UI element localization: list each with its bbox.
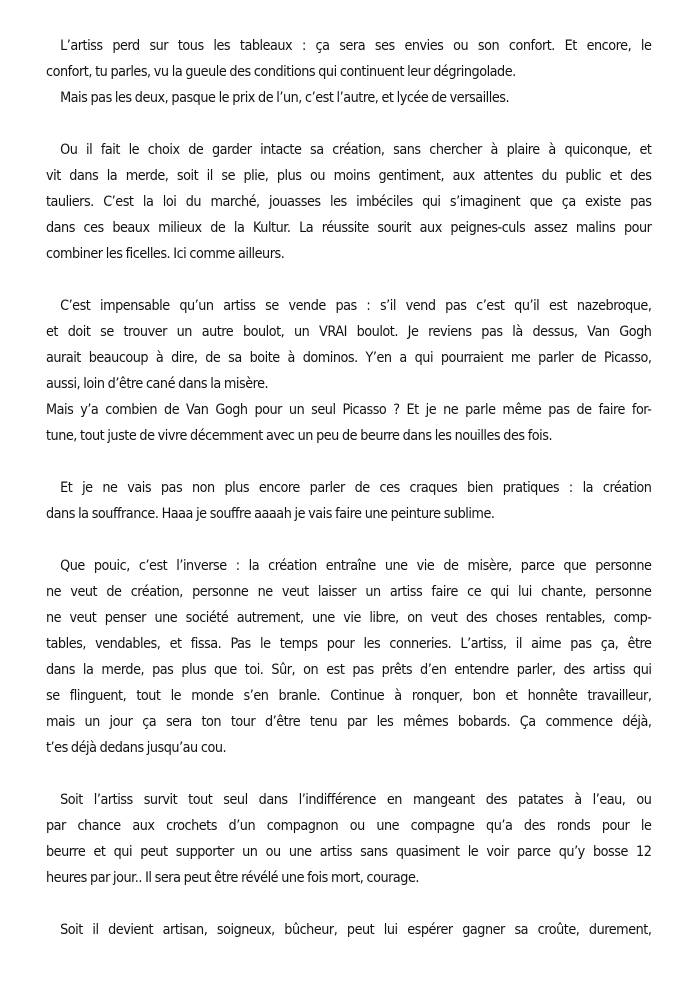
- text-line: C’est impensable qu’un artiss se vende pas : s’il vend pas c’est qu’il est nazebroque,: [60, 297, 652, 314]
- text-line: et doit se trouver un autre boulot, un VRAI boulot. Je reviens pas là dessus, Van Gogh: [46, 323, 652, 340]
- text-line: mais un jour ça sera ton tour d’être tenu par les mêmes bobards. Ça commence déjà,: [46, 713, 652, 730]
- text-line: Mais y’a combien de Van Gogh pour un seul Picasso ? Et je ne parle même pas de faire for-: [46, 401, 652, 418]
- text-line: dans la merde, pas plus que toi. Sûr, on est pas prêts d’en entendre parler, des artiss qui: [46, 661, 652, 678]
- text-line: L’artiss perd sur tous les tableaux : ça sera ses envies ou son confort. Et encore, le: [60, 37, 652, 54]
- text-line: tauliers. C’est la loi du marché, jouasses les imbéciles qui s’imaginent que ça existe pas: [46, 193, 652, 210]
- text-line: combiner les ficelles. Ici comme ailleurs.: [46, 245, 285, 262]
- text-line: aussi, loin d’être cané dans la misère.: [46, 375, 269, 392]
- text-line: dans la souffrance. Haaa je souffre aaaah je vais faire une peinture sublime.: [46, 505, 495, 522]
- text-line: se flinguent, tout le monde s’en branle. Continue à ronquer, bon et honnête travailleur,: [46, 687, 652, 704]
- text-line: ne veut penser une société autrement, une vie libre, on veut des choses rentables, comp-: [46, 609, 652, 626]
- text-line: Que pouic, c’est l’inverse : la création entraîne une vie de misère, parce que personne: [60, 557, 652, 574]
- paragraph: [46, 787, 651, 891]
- document-body: [46, 33, 651, 943]
- text-line: par chance aux crochets d’un compagnon ou une compagne qu’a des ronds pour le: [46, 817, 652, 834]
- text-line: Ou il fait le choix de garder intacte sa création, sans chercher à plaire à quiconque, et: [60, 141, 652, 158]
- paragraph: [46, 917, 651, 943]
- text-line: dans ces beaux milieux de la Kultur. La réussite sourit aux peignes-culs assez malins pour: [46, 219, 652, 236]
- paragraph: [46, 293, 651, 449]
- text-line: beurre et qui peut supporter un ou une artiss sans quasiment le voir parce qu’y bosse 12: [46, 843, 652, 860]
- text-line: confort, tu parles, vu la gueule des conditions qui continuent leur dégringolade.: [46, 63, 516, 80]
- text-line: ne veut de création, personne ne veut laisser un artiss faire ce qui lui chante, personne: [46, 583, 652, 600]
- text-line: t’es déjà dedans jusqu’au cou.: [46, 739, 227, 756]
- text-line: heures par jour.. Il sera peut être révélé une fois mort, courage.: [46, 869, 419, 886]
- paragraph: [46, 33, 651, 111]
- paragraph: [46, 553, 651, 761]
- paragraph: [46, 475, 651, 527]
- text-line: Et je ne vais pas non plus encore parler de ces craques bien pratiques : la création: [60, 479, 652, 496]
- text-line: Soit l’artiss survit tout seul dans l’indifférence en mangeant des patates à l’eau, ou: [60, 791, 652, 808]
- text-line: tune, tout juste de vivre décemment avec un peu de beurre dans les nouilles des fois.: [46, 427, 553, 444]
- text-line: Mais pas les deux, pasque le prix de l’un, c’est l’autre, et lycée de versailles.: [60, 89, 510, 106]
- text-line: tables, vendables, et fissa. Pas le temps pour les conneries. L’artiss, il aime pas ça, être: [46, 635, 652, 652]
- paragraph: [46, 137, 651, 267]
- text-line: Soit il devient artisan, soigneux, bûcheur, peut lui espérer gagner sa croûte, durement,: [60, 921, 652, 938]
- text-line: aurait beaucoup à dire, de sa boite à dominos. Y’en a qui pourraient me parler de Picasso,: [46, 349, 652, 366]
- text-line: vit dans la merde, soit il se plie, plus ou moins gentiment, aux attentes du public et des: [46, 167, 652, 184]
